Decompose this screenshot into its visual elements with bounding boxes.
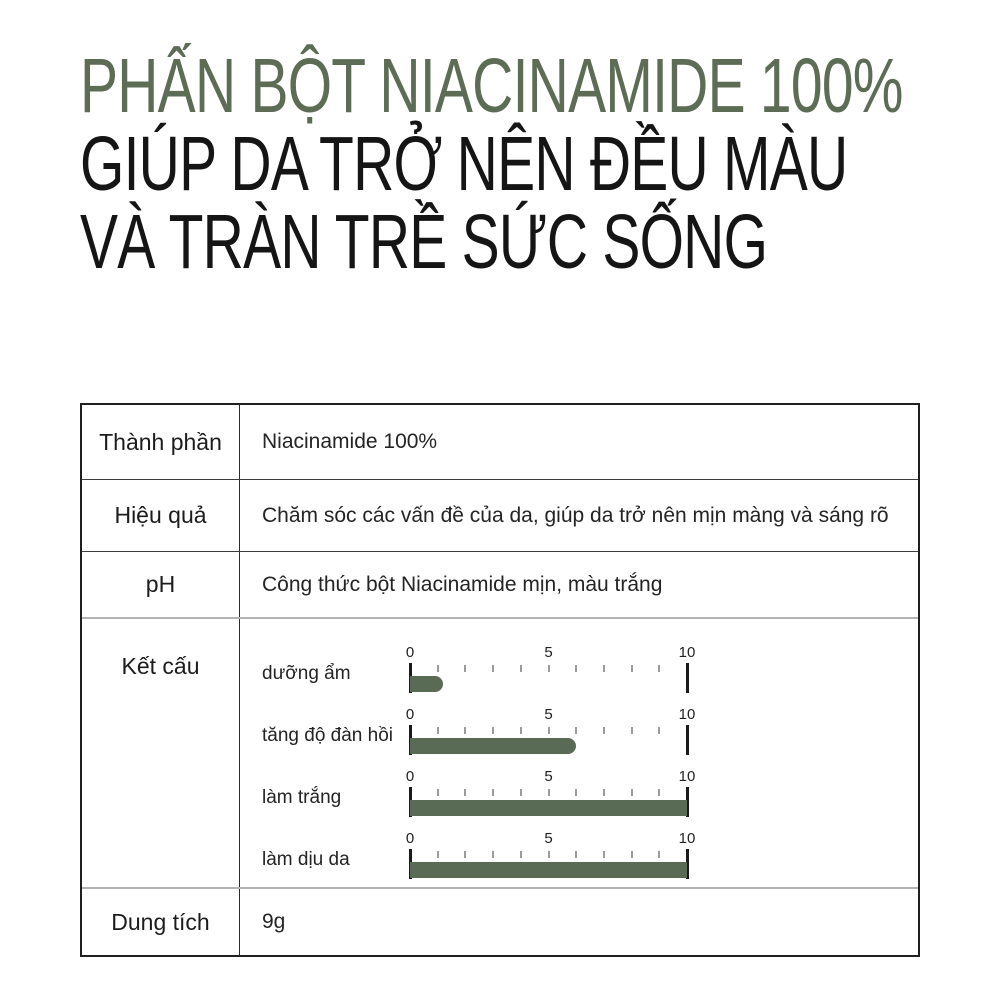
rating-bar [410, 862, 687, 878]
chart-tick-labels [405, 768, 696, 785]
axis-end-line [686, 725, 689, 755]
texture-chart-row [262, 755, 918, 817]
minor-tick [437, 665, 439, 672]
minor-tick [631, 727, 633, 734]
texture-chart-row [262, 631, 918, 693]
minor-tick [548, 789, 550, 796]
minor-tick [575, 789, 577, 796]
row-label-volume: Dung tích [82, 889, 240, 955]
minor-tick [658, 851, 660, 858]
row-value-volume: 9g [262, 910, 286, 933]
table-row-ph [82, 551, 918, 617]
axis-end-line [686, 663, 689, 693]
minor-tick [631, 851, 633, 858]
rating-bar [410, 676, 443, 692]
chart-axis [410, 787, 687, 817]
row-label-ph: pH [82, 552, 240, 617]
rating-bar [410, 738, 576, 754]
minor-tick [520, 727, 522, 734]
tick-label: 10 [678, 706, 696, 723]
chart-axis [410, 849, 687, 879]
texture-chart-row [262, 693, 918, 755]
tick-label: 10 [678, 768, 696, 785]
minor-tick [492, 727, 494, 734]
tick-label: 5 [544, 830, 553, 847]
chart-tick-labels [405, 830, 696, 847]
minor-tick [575, 727, 577, 734]
minor-tick [575, 851, 577, 858]
tick-label: 0 [405, 644, 415, 661]
rating-scale-chart [405, 644, 696, 693]
minor-tick [548, 727, 550, 734]
chart-category-label: tăng độ đàn hồi [262, 725, 394, 746]
tick-label: 0 [405, 830, 415, 847]
row-value-effects: Chăm sóc các vấn đề của da, giúp da trở nên mịn màng và sáng rõ [262, 503, 889, 527]
texture-charts [262, 631, 918, 879]
minor-tick [437, 789, 439, 796]
product-spec-table [80, 403, 920, 957]
rating-bar [410, 800, 687, 816]
row-label-ingredients: Thành phần [82, 405, 240, 479]
minor-tick [603, 851, 605, 858]
rating-scale-chart [405, 768, 696, 817]
row-value-ingredients: Niacinamide 100% [262, 430, 438, 453]
row-label-effects: Hiệu quả [82, 480, 240, 551]
minor-tick [464, 851, 466, 858]
minor-tick [575, 665, 577, 672]
rating-scale-chart [405, 830, 696, 879]
chart-category-label: làm dịu da [262, 849, 350, 870]
minor-tick [603, 665, 605, 672]
chart-axis [410, 663, 687, 693]
tick-label: 0 [405, 706, 415, 723]
minor-tick [437, 851, 439, 858]
minor-tick [548, 851, 550, 858]
minor-tick [631, 789, 633, 796]
minor-tick [464, 727, 466, 734]
minor-tick [520, 851, 522, 858]
rating-scale-chart [405, 706, 696, 755]
tick-label: 5 [544, 768, 553, 785]
tick-label: 10 [678, 644, 696, 661]
table-row-texture [82, 617, 918, 887]
minor-tick [464, 789, 466, 796]
page-title-line-3: VÀ TRÀN TRỀ SỨC SỐNG [80, 199, 768, 285]
chart-tick-labels [405, 644, 696, 661]
minor-tick [548, 665, 550, 672]
chart-category-label: làm trắng [262, 787, 342, 808]
minor-tick [520, 789, 522, 796]
table-row-ingredients [82, 405, 918, 479]
chart-axis [410, 725, 687, 755]
table-row-effects [82, 479, 918, 551]
minor-tick [603, 789, 605, 796]
tick-label: 5 [544, 706, 553, 723]
minor-tick [464, 665, 466, 672]
tick-label: 0 [405, 768, 415, 785]
minor-tick [658, 789, 660, 796]
row-label-texture: Kết cấu [82, 619, 240, 887]
tick-label: 10 [678, 830, 696, 847]
table-row-volume [82, 887, 918, 955]
texture-chart-row [262, 817, 918, 879]
minor-tick [658, 665, 660, 672]
page-title-line-1: PHẤN BỘT NIACINAMIDE 100% [80, 43, 903, 129]
minor-tick [437, 727, 439, 734]
tick-label: 5 [544, 644, 553, 661]
minor-tick [658, 727, 660, 734]
minor-tick [492, 851, 494, 858]
page-title-line-2: GIÚP DA TRỞ NÊN ĐỀU MÀU [80, 121, 848, 207]
minor-tick [603, 727, 605, 734]
minor-tick [492, 665, 494, 672]
chart-category-label: dưỡng ẩm [262, 663, 351, 684]
row-value-ph: Công thức bột Niacinamide mịn, màu trắng [262, 572, 663, 596]
minor-tick [520, 665, 522, 672]
minor-tick [492, 789, 494, 796]
minor-tick [631, 665, 633, 672]
chart-tick-labels [405, 706, 696, 723]
